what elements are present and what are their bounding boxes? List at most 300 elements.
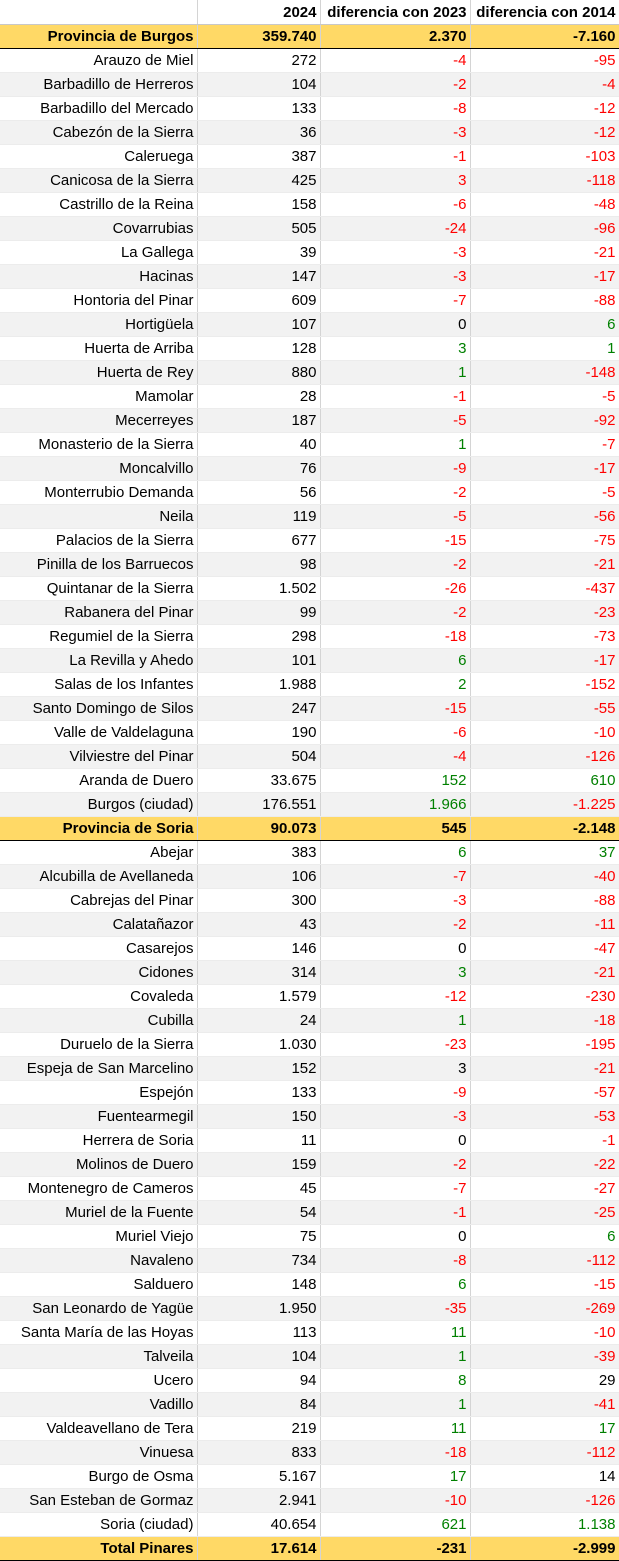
diff-2014-cell: -21 — [470, 1057, 619, 1081]
total-row — [0, 25, 619, 49]
diff-2014-cell: -39 — [470, 1345, 619, 1369]
diff-2023-cell: 2 — [320, 673, 470, 697]
table-row — [0, 793, 619, 817]
diff-2014-cell: 17 — [470, 1417, 619, 1441]
table-row — [0, 1417, 619, 1441]
diff-2014-cell: -95 — [470, 49, 619, 73]
value-2024-cell: 99 — [197, 601, 320, 625]
diff-2014-cell: 1 — [470, 337, 619, 361]
diff-2023-cell: -7 — [320, 1177, 470, 1201]
table-row — [0, 1441, 619, 1465]
table-row — [0, 769, 619, 793]
value-2024-cell: 75 — [197, 1225, 320, 1249]
header-municipality — [0, 0, 197, 25]
value-2024-cell: 298 — [197, 625, 320, 649]
table-row — [0, 409, 619, 433]
diff-2014-cell: -10 — [470, 721, 619, 745]
value-2024-cell: 147 — [197, 265, 320, 289]
diff-2014-cell: 1.138 — [470, 1513, 619, 1537]
table-row — [0, 721, 619, 745]
municipality-cell: Cabezón de la Sierra — [0, 121, 197, 145]
value-2024-cell: 387 — [197, 145, 320, 169]
diff-2023-cell: -9 — [320, 457, 470, 481]
diff-2023-cell: -18 — [320, 625, 470, 649]
municipality-cell: San Leonardo de Yagüe — [0, 1297, 197, 1321]
value-2024-cell: 133 — [197, 1081, 320, 1105]
municipality-cell: Vilviestre del Pinar — [0, 745, 197, 769]
table-row — [0, 1249, 619, 1273]
table-row — [0, 1057, 619, 1081]
diff-2023-cell: 3 — [320, 1057, 470, 1081]
table-row — [0, 1513, 619, 1537]
value-2024-cell: 1.988 — [197, 673, 320, 697]
value-2024-cell: 190 — [197, 721, 320, 745]
total-row — [0, 817, 619, 841]
diff-2023-cell: -35 — [320, 1297, 470, 1321]
diff-2023-cell: -23 — [320, 1033, 470, 1057]
diff-2023-cell: -24 — [320, 217, 470, 241]
table-row — [0, 1225, 619, 1249]
value-2024-cell: 113 — [197, 1321, 320, 1345]
total-row — [0, 1537, 619, 1561]
table-row — [0, 745, 619, 769]
diff-2014-cell: -55 — [470, 697, 619, 721]
municipality-cell: Canicosa de la Sierra — [0, 169, 197, 193]
diff-2014-cell: -103 — [470, 145, 619, 169]
diff-2014-cell: -12 — [470, 97, 619, 121]
diff-2023-cell: 0 — [320, 937, 470, 961]
value-2024-cell: 101 — [197, 649, 320, 673]
table-row — [0, 937, 619, 961]
municipality-cell: La Gallega — [0, 241, 197, 265]
municipality-cell: Soria (ciudad) — [0, 1513, 197, 1537]
value-2024-cell: 1.579 — [197, 985, 320, 1009]
municipality-cell: Neila — [0, 505, 197, 529]
table-row — [0, 121, 619, 145]
table-row — [0, 97, 619, 121]
diff-2023-cell: -18 — [320, 1441, 470, 1465]
municipality-cell: Monterrubio Demanda — [0, 481, 197, 505]
diff-2023-cell: -1 — [320, 145, 470, 169]
municipality-cell: Hacinas — [0, 265, 197, 289]
value-2024-cell: 1.502 — [197, 577, 320, 601]
diff-2014-cell: -2.148 — [470, 817, 619, 841]
municipality-cell: Pinilla de los Barruecos — [0, 553, 197, 577]
diff-2014-cell: -57 — [470, 1081, 619, 1105]
diff-2023-cell: -8 — [320, 97, 470, 121]
value-2024-cell: 104 — [197, 1345, 320, 1369]
table-row — [0, 673, 619, 697]
diff-2014-cell: 29 — [470, 1369, 619, 1393]
diff-2023-cell: -2 — [320, 1153, 470, 1177]
table-row — [0, 961, 619, 985]
table-row — [0, 1033, 619, 1057]
value-2024-cell: 11 — [197, 1129, 320, 1153]
value-2024-cell: 33.675 — [197, 769, 320, 793]
diff-2014-cell: -11 — [470, 913, 619, 937]
diff-2023-cell: 6 — [320, 1273, 470, 1297]
table-row — [0, 865, 619, 889]
municipality-cell: Talveila — [0, 1345, 197, 1369]
municipality-cell: Hontoria del Pinar — [0, 289, 197, 313]
diff-2023-cell: -2 — [320, 601, 470, 625]
value-2024-cell: 1.030 — [197, 1033, 320, 1057]
value-2024-cell: 159 — [197, 1153, 320, 1177]
diff-2014-cell: 37 — [470, 841, 619, 865]
header-diff-2014: diferencia con 2014 — [470, 0, 619, 25]
diff-2014-cell: -21 — [470, 961, 619, 985]
value-2024-cell: 104 — [197, 73, 320, 97]
value-2024-cell: 2.941 — [197, 1489, 320, 1513]
diff-2023-cell: 1 — [320, 433, 470, 457]
diff-2014-cell: -148 — [470, 361, 619, 385]
diff-2023-cell: 0 — [320, 313, 470, 337]
diff-2014-cell: -15 — [470, 1273, 619, 1297]
table-row — [0, 385, 619, 409]
value-2024-cell: 24 — [197, 1009, 320, 1033]
municipality-cell: Mamolar — [0, 385, 197, 409]
municipality-cell: Quintanar de la Sierra — [0, 577, 197, 601]
diff-2023-cell: -4 — [320, 745, 470, 769]
diff-2014-cell: -75 — [470, 529, 619, 553]
diff-2014-cell: -92 — [470, 409, 619, 433]
value-2024-cell: 28 — [197, 385, 320, 409]
municipality-cell: Provincia de Soria — [0, 817, 197, 841]
municipality-cell: Burgo de Osma — [0, 1465, 197, 1489]
value-2024-cell: 677 — [197, 529, 320, 553]
diff-2023-cell: 3 — [320, 337, 470, 361]
municipality-cell: Cabrejas del Pinar — [0, 889, 197, 913]
table-row — [0, 697, 619, 721]
table-row — [0, 1201, 619, 1225]
diff-2014-cell: -17 — [470, 457, 619, 481]
table-row — [0, 913, 619, 937]
table-row — [0, 1345, 619, 1369]
municipality-cell: Barbadillo de Herreros — [0, 73, 197, 97]
diff-2014-cell: -73 — [470, 625, 619, 649]
table-row — [0, 217, 619, 241]
value-2024-cell: 40.654 — [197, 1513, 320, 1537]
diff-2023-cell: -1 — [320, 1201, 470, 1225]
table-header — [0, 0, 619, 25]
diff-2023-cell: 1 — [320, 361, 470, 385]
municipality-cell: La Revilla y Ahedo — [0, 649, 197, 673]
table-row — [0, 1321, 619, 1345]
municipality-cell: Burgos (ciudad) — [0, 793, 197, 817]
value-2024-cell: 383 — [197, 841, 320, 865]
value-2024-cell: 90.073 — [197, 817, 320, 841]
diff-2014-cell: -126 — [470, 745, 619, 769]
diff-2023-cell: 1 — [320, 1009, 470, 1033]
municipality-cell: Duruelo de la Sierra — [0, 1033, 197, 1057]
diff-2014-cell: -112 — [470, 1441, 619, 1465]
value-2024-cell: 40 — [197, 433, 320, 457]
municipality-cell: Monasterio de la Sierra — [0, 433, 197, 457]
diff-2014-cell: -23 — [470, 601, 619, 625]
diff-2014-cell: -41 — [470, 1393, 619, 1417]
municipality-cell: Huerta de Rey — [0, 361, 197, 385]
diff-2014-cell: -12 — [470, 121, 619, 145]
value-2024-cell: 176.551 — [197, 793, 320, 817]
municipality-cell: Casarejos — [0, 937, 197, 961]
diff-2014-cell: -5 — [470, 481, 619, 505]
municipality-cell: San Esteban de Gormaz — [0, 1489, 197, 1513]
municipality-cell: Covaleda — [0, 985, 197, 1009]
diff-2014-cell: -47 — [470, 937, 619, 961]
diff-2014-cell: -21 — [470, 553, 619, 577]
value-2024-cell: 609 — [197, 289, 320, 313]
value-2024-cell: 272 — [197, 49, 320, 73]
diff-2014-cell: -230 — [470, 985, 619, 1009]
diff-2014-cell: -5 — [470, 385, 619, 409]
municipality-cell: Calatañazor — [0, 913, 197, 937]
diff-2023-cell: -2 — [320, 913, 470, 937]
table-row — [0, 193, 619, 217]
table-row — [0, 73, 619, 97]
diff-2014-cell: -4 — [470, 73, 619, 97]
municipality-cell: Herrera de Soria — [0, 1129, 197, 1153]
table-row — [0, 577, 619, 601]
table-row — [0, 1393, 619, 1417]
diff-2014-cell: -56 — [470, 505, 619, 529]
diff-2023-cell: -3 — [320, 1105, 470, 1129]
table-row — [0, 529, 619, 553]
diff-2023-cell: 152 — [320, 769, 470, 793]
diff-2014-cell: -112 — [470, 1249, 619, 1273]
diff-2023-cell: -8 — [320, 1249, 470, 1273]
municipality-cell: Cidones — [0, 961, 197, 985]
table-body — [0, 25, 619, 1561]
table-row — [0, 1177, 619, 1201]
municipality-cell: Total Pinares — [0, 1537, 197, 1561]
diff-2014-cell: -25 — [470, 1201, 619, 1225]
municipality-cell: Moncalvillo — [0, 457, 197, 481]
municipality-cell: Hortigüela — [0, 313, 197, 337]
table-row — [0, 985, 619, 1009]
value-2024-cell: 84 — [197, 1393, 320, 1417]
diff-2014-cell: 6 — [470, 1225, 619, 1249]
value-2024-cell: 1.950 — [197, 1297, 320, 1321]
municipality-cell: Covarrubias — [0, 217, 197, 241]
table-row — [0, 889, 619, 913]
value-2024-cell: 880 — [197, 361, 320, 385]
diff-2023-cell: -6 — [320, 193, 470, 217]
diff-2023-cell: -15 — [320, 697, 470, 721]
diff-2014-cell: -1 — [470, 1129, 619, 1153]
value-2024-cell: 98 — [197, 553, 320, 577]
diff-2014-cell: -269 — [470, 1297, 619, 1321]
municipality-cell: Barbadillo del Mercado — [0, 97, 197, 121]
diff-2023-cell: 621 — [320, 1513, 470, 1537]
diff-2023-cell: -3 — [320, 889, 470, 913]
table-row — [0, 289, 619, 313]
municipality-cell: Huerta de Arriba — [0, 337, 197, 361]
diff-2023-cell: -3 — [320, 265, 470, 289]
diff-2023-cell: 545 — [320, 817, 470, 841]
diff-2023-cell: 2.370 — [320, 25, 470, 49]
municipality-cell: Ucero — [0, 1369, 197, 1393]
diff-2014-cell: 6 — [470, 313, 619, 337]
value-2024-cell: 56 — [197, 481, 320, 505]
diff-2023-cell: 0 — [320, 1225, 470, 1249]
municipality-cell: Abejar — [0, 841, 197, 865]
table-row — [0, 625, 619, 649]
municipality-cell: Regumiel de la Sierra — [0, 625, 197, 649]
diff-2023-cell: -9 — [320, 1081, 470, 1105]
value-2024-cell: 152 — [197, 1057, 320, 1081]
municipality-cell: Navaleno — [0, 1249, 197, 1273]
table-row — [0, 1273, 619, 1297]
diff-2023-cell: -5 — [320, 409, 470, 433]
value-2024-cell: 359.740 — [197, 25, 320, 49]
table-row — [0, 1153, 619, 1177]
municipality-cell: Arauzo de Miel — [0, 49, 197, 73]
table-row — [0, 361, 619, 385]
table-row — [0, 49, 619, 73]
diff-2023-cell: 1 — [320, 1393, 470, 1417]
diff-2023-cell: -5 — [320, 505, 470, 529]
municipality-cell: Provincia de Burgos — [0, 25, 197, 49]
value-2024-cell: 54 — [197, 1201, 320, 1225]
diff-2023-cell: -26 — [320, 577, 470, 601]
diff-2023-cell: 6 — [320, 649, 470, 673]
diff-2014-cell: -88 — [470, 889, 619, 913]
value-2024-cell: 133 — [197, 97, 320, 121]
diff-2014-cell: -7 — [470, 433, 619, 457]
diff-2014-cell: -152 — [470, 673, 619, 697]
table-row — [0, 1465, 619, 1489]
diff-2023-cell: 1.966 — [320, 793, 470, 817]
diff-2014-cell: -96 — [470, 217, 619, 241]
diff-2014-cell: -18 — [470, 1009, 619, 1033]
municipality-cell: Muriel de la Fuente — [0, 1201, 197, 1225]
header-row — [0, 0, 619, 25]
table-row — [0, 649, 619, 673]
diff-2014-cell: -7.160 — [470, 25, 619, 49]
value-2024-cell: 119 — [197, 505, 320, 529]
table-row — [0, 1009, 619, 1033]
table-row — [0, 433, 619, 457]
diff-2023-cell: -6 — [320, 721, 470, 745]
municipality-cell: Cubilla — [0, 1009, 197, 1033]
diff-2014-cell: -88 — [470, 289, 619, 313]
value-2024-cell: 150 — [197, 1105, 320, 1129]
diff-2023-cell: 11 — [320, 1417, 470, 1441]
table-row — [0, 337, 619, 361]
diff-2014-cell: -118 — [470, 169, 619, 193]
municipality-cell: Santa María de las Hoyas — [0, 1321, 197, 1345]
diff-2014-cell: 14 — [470, 1465, 619, 1489]
value-2024-cell: 45 — [197, 1177, 320, 1201]
municipality-cell: Santo Domingo de Silos — [0, 697, 197, 721]
value-2024-cell: 76 — [197, 457, 320, 481]
diff-2023-cell: 1 — [320, 1345, 470, 1369]
municipality-cell: Salas de los Infantes — [0, 673, 197, 697]
diff-2014-cell: -40 — [470, 865, 619, 889]
header-2024: 2024 — [197, 0, 320, 25]
diff-2014-cell: -437 — [470, 577, 619, 601]
diff-2023-cell: -231 — [320, 1537, 470, 1561]
municipality-cell: Molinos de Duero — [0, 1153, 197, 1177]
diff-2014-cell: 610 — [470, 769, 619, 793]
diff-2023-cell: 17 — [320, 1465, 470, 1489]
value-2024-cell: 128 — [197, 337, 320, 361]
diff-2023-cell: -15 — [320, 529, 470, 553]
diff-2023-cell: -10 — [320, 1489, 470, 1513]
municipality-cell: Aranda de Duero — [0, 769, 197, 793]
table-row — [0, 313, 619, 337]
diff-2023-cell: -7 — [320, 289, 470, 313]
diff-2023-cell: 3 — [320, 961, 470, 985]
table-row — [0, 241, 619, 265]
value-2024-cell: 505 — [197, 217, 320, 241]
diff-2014-cell: -27 — [470, 1177, 619, 1201]
municipality-cell: Vinuesa — [0, 1441, 197, 1465]
diff-2014-cell: -1.225 — [470, 793, 619, 817]
value-2024-cell: 146 — [197, 937, 320, 961]
table-row — [0, 457, 619, 481]
diff-2023-cell: -1 — [320, 385, 470, 409]
table-row — [0, 1297, 619, 1321]
diff-2023-cell: -2 — [320, 481, 470, 505]
diff-2014-cell: -22 — [470, 1153, 619, 1177]
value-2024-cell: 107 — [197, 313, 320, 337]
table-row — [0, 169, 619, 193]
value-2024-cell: 43 — [197, 913, 320, 937]
municipality-cell: Alcubilla de Avellaneda — [0, 865, 197, 889]
value-2024-cell: 425 — [197, 169, 320, 193]
value-2024-cell: 36 — [197, 121, 320, 145]
value-2024-cell: 187 — [197, 409, 320, 433]
municipality-cell: Espejón — [0, 1081, 197, 1105]
municipality-cell: Montenegro de Cameros — [0, 1177, 197, 1201]
diff-2014-cell: -195 — [470, 1033, 619, 1057]
value-2024-cell: 219 — [197, 1417, 320, 1441]
diff-2014-cell: -2.999 — [470, 1537, 619, 1561]
table-row — [0, 265, 619, 289]
value-2024-cell: 106 — [197, 865, 320, 889]
diff-2023-cell: -12 — [320, 985, 470, 1009]
diff-2014-cell: -53 — [470, 1105, 619, 1129]
municipality-cell: Palacios de la Sierra — [0, 529, 197, 553]
header-diff-2023: diferencia con 2023 — [320, 0, 470, 25]
municipality-cell: Castrillo de la Reina — [0, 193, 197, 217]
diff-2023-cell: 11 — [320, 1321, 470, 1345]
table-row — [0, 1489, 619, 1513]
diff-2014-cell: -17 — [470, 649, 619, 673]
diff-2023-cell: 8 — [320, 1369, 470, 1393]
municipality-cell: Mecerreyes — [0, 409, 197, 433]
municipality-cell: Fuentearmegil — [0, 1105, 197, 1129]
table-row — [0, 145, 619, 169]
value-2024-cell: 504 — [197, 745, 320, 769]
diff-2023-cell: -3 — [320, 241, 470, 265]
table-row — [0, 1369, 619, 1393]
diff-2023-cell: -7 — [320, 865, 470, 889]
municipality-cell: Espeja de San Marcelino — [0, 1057, 197, 1081]
diff-2014-cell: -48 — [470, 193, 619, 217]
table-row — [0, 481, 619, 505]
table-row — [0, 841, 619, 865]
municipality-cell: Valle de Valdelaguna — [0, 721, 197, 745]
municipality-cell: Vadillo — [0, 1393, 197, 1417]
value-2024-cell: 300 — [197, 889, 320, 913]
municipality-cell: Valdeavellano de Tera — [0, 1417, 197, 1441]
table-row — [0, 553, 619, 577]
municipality-cell: Caleruega — [0, 145, 197, 169]
diff-2023-cell: -2 — [320, 73, 470, 97]
diff-2023-cell: -2 — [320, 553, 470, 577]
